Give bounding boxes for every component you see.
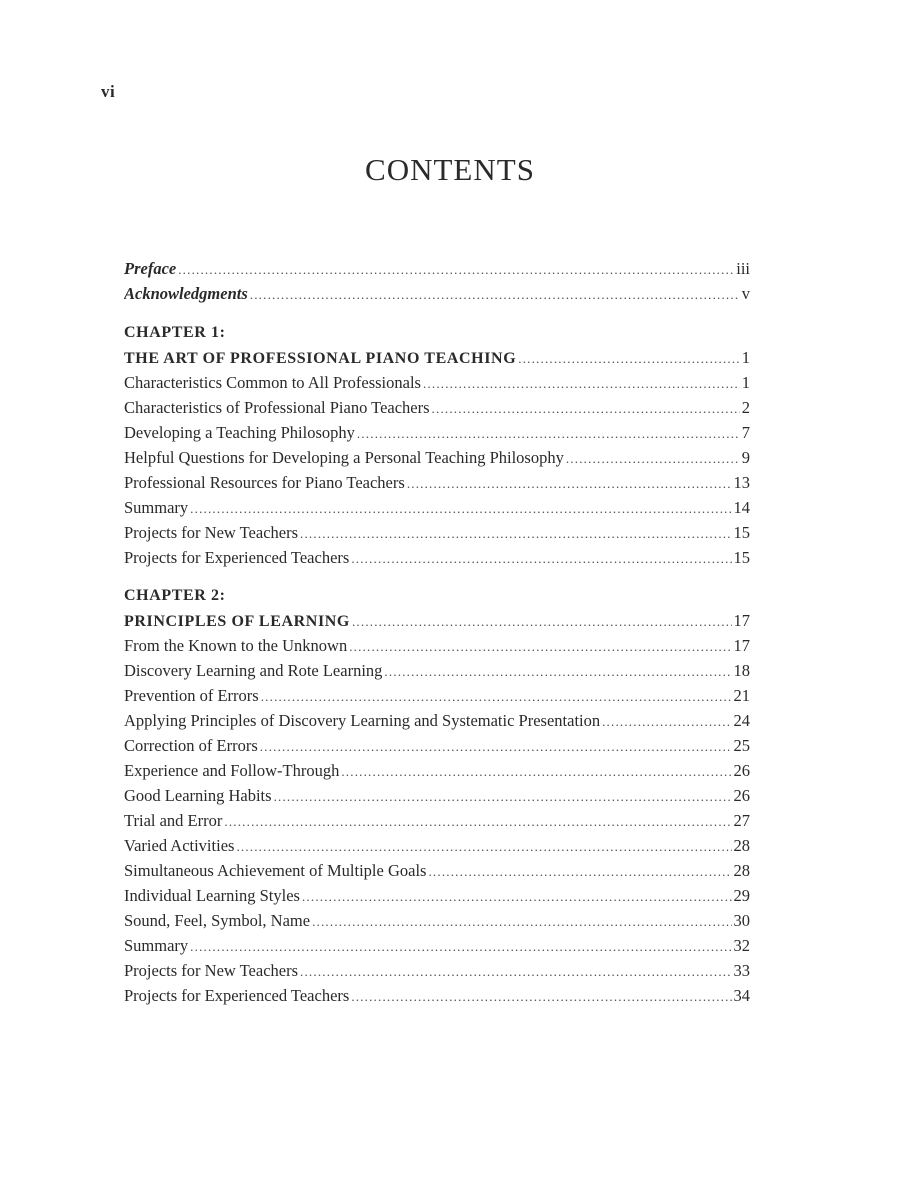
- dot-leader: [300, 959, 731, 983]
- toc-entry[interactable]: [124, 808, 750, 833]
- table-of-contents: [124, 256, 750, 1008]
- toc-entry-label: Projects for New Teachers: [124, 961, 299, 980]
- dot-leader: [407, 471, 732, 495]
- toc-entry-page: 1: [741, 373, 750, 392]
- toc-entry[interactable]: [124, 883, 750, 908]
- toc-entry-label: Projects for Experienced Teachers: [124, 548, 350, 567]
- dot-leader: [260, 734, 732, 758]
- toc-entry-page: iii: [736, 259, 750, 278]
- toc-entry-page: 29: [733, 886, 750, 905]
- toc-entry-page: 26: [733, 761, 750, 780]
- toc-chapter-title[interactable]: [124, 345, 750, 370]
- toc-entry-page: 33: [733, 961, 750, 980]
- toc-entry[interactable]: [124, 495, 750, 520]
- toc-entry-label: Prevention of Errors: [124, 686, 259, 705]
- toc-entry[interactable]: [124, 733, 750, 758]
- chapter-heading: CHAPTER 1:: [124, 324, 226, 341]
- toc-entry-page: 34: [733, 986, 750, 1005]
- chapter-heading: CHAPTER 2:: [124, 587, 226, 604]
- dot-leader: [518, 346, 740, 370]
- toc-entry-preface[interactable]: [124, 256, 750, 281]
- toc-entry-page: 28: [733, 836, 750, 855]
- chapter-entries: [124, 370, 750, 570]
- toc-entry[interactable]: [124, 520, 750, 545]
- toc-entry-label: THE ART OF PROFESSIONAL PIANO TEACHING: [124, 350, 517, 367]
- toc-entry[interactable]: [124, 445, 750, 470]
- toc-entry[interactable]: [124, 908, 750, 933]
- toc-entry-page: 25: [733, 736, 750, 755]
- toc-entry-label: Projects for New Teachers: [124, 523, 299, 542]
- dot-leader: [351, 546, 731, 570]
- dot-leader: [274, 784, 732, 808]
- section-gap: [124, 570, 750, 583]
- dot-leader: [312, 909, 731, 933]
- toc-chapter-title[interactable]: [124, 608, 750, 633]
- dot-leader: [250, 282, 740, 306]
- toc-entry-page: 1: [741, 348, 750, 367]
- toc-entry-page: 26: [733, 786, 750, 805]
- dot-leader: [302, 884, 732, 908]
- dot-leader: [602, 709, 731, 733]
- toc-entry-label: Preface: [124, 259, 177, 278]
- toc-entry-label: Professional Resources for Piano Teachers: [124, 473, 405, 492]
- toc-entry-label: Acknowledgments: [124, 284, 248, 303]
- dot-leader: [224, 809, 731, 833]
- toc-entry-page: 15: [733, 548, 750, 567]
- toc-entry-page: 15: [733, 523, 750, 542]
- toc-entry-acknowledgments[interactable]: [124, 281, 750, 306]
- toc-entry-page: 30: [733, 911, 750, 930]
- toc-entry-label: From the Known to the Unknown: [124, 636, 348, 655]
- toc-entry-label: Characteristics of Professional Piano Teachers: [124, 398, 430, 417]
- toc-entry-page: 24: [733, 711, 750, 730]
- dot-leader: [300, 521, 731, 545]
- toc-entry-label: Developing a Teaching Philosophy: [124, 423, 355, 442]
- dot-leader: [190, 934, 731, 958]
- page-number: vi: [101, 82, 116, 101]
- dot-leader: [178, 257, 734, 281]
- toc-entry[interactable]: [124, 708, 750, 733]
- dot-leader: [566, 446, 740, 470]
- toc-entry-label: Applying Principles of Discovery Learning and Systematic Presentation: [124, 711, 601, 730]
- toc-entry[interactable]: [124, 545, 750, 570]
- dot-leader: [384, 659, 731, 683]
- dot-leader: [351, 984, 731, 1008]
- dot-leader: [428, 859, 731, 883]
- dot-leader: [357, 421, 740, 445]
- toc-entry[interactable]: [124, 470, 750, 495]
- toc-entry-page: 21: [733, 686, 750, 705]
- chapter-entries: [124, 633, 750, 1008]
- toc-entry-label: Summary: [124, 498, 189, 517]
- toc-entry-label: Correction of Errors: [124, 736, 258, 755]
- toc-entry[interactable]: [124, 858, 750, 883]
- dot-leader: [190, 496, 731, 520]
- dot-leader: [349, 634, 731, 658]
- toc-entry[interactable]: [124, 395, 750, 420]
- toc-entry-page: 2: [741, 398, 750, 417]
- dot-leader: [261, 684, 732, 708]
- toc-entry-page: 14: [733, 498, 750, 517]
- toc-entry-label: Good Learning Habits: [124, 786, 272, 805]
- dot-leader: [352, 609, 732, 633]
- toc-entry-label: Varied Activities: [124, 836, 235, 855]
- toc-entry[interactable]: [124, 983, 750, 1008]
- dot-leader: [341, 759, 731, 783]
- toc-entry-page: 28: [733, 861, 750, 880]
- toc-entry[interactable]: [124, 683, 750, 708]
- toc-entry-label: Summary: [124, 936, 189, 955]
- dot-leader: [432, 396, 740, 420]
- toc-entry-page: 32: [733, 936, 750, 955]
- toc-entry-page: 9: [741, 448, 750, 467]
- dot-leader: [236, 834, 731, 858]
- toc-entry[interactable]: [124, 370, 750, 395]
- toc-entry[interactable]: [124, 783, 750, 808]
- toc-entry-page: 13: [733, 473, 750, 492]
- toc-entry-label: Trial and Error: [124, 811, 223, 830]
- toc-entry-label: PRINCIPLES OF LEARNING: [124, 613, 350, 630]
- toc-entry[interactable]: [124, 420, 750, 445]
- toc-entry-page: 27: [733, 811, 750, 830]
- toc-entry-page: 7: [741, 423, 750, 442]
- toc-entry-page: 18: [733, 661, 750, 680]
- dot-leader: [423, 371, 740, 395]
- toc-entry[interactable]: [124, 958, 750, 983]
- toc-entry[interactable]: [124, 658, 750, 683]
- toc-entry-label: Simultaneous Achievement of Multiple Goals: [124, 861, 427, 880]
- toc-entry-label: Discovery Learning and Rote Learning: [124, 661, 383, 680]
- toc-entry-label: Projects for Experienced Teachers: [124, 986, 350, 1005]
- toc-entry-label: Experience and Follow-Through: [124, 761, 340, 780]
- toc-entry[interactable]: [124, 933, 750, 958]
- toc-entry[interactable]: [124, 758, 750, 783]
- toc-entry-label: Individual Learning Styles: [124, 886, 300, 905]
- toc-entry-page: 17: [733, 636, 750, 655]
- toc-entry[interactable]: [124, 633, 750, 658]
- toc-entry-label: Characteristics Common to All Professionals: [124, 373, 421, 392]
- toc-entry[interactable]: [124, 833, 750, 858]
- page-title: CONTENTS: [365, 152, 535, 187]
- section-gap: [124, 306, 750, 320]
- toc-entry-label: Sound, Feel, Symbol, Name: [124, 911, 311, 930]
- toc-entry-label: Helpful Questions for Developing a Personal Teaching Philosophy: [124, 448, 564, 467]
- toc-entry-page: 17: [733, 611, 750, 630]
- toc-entry-page: v: [741, 284, 750, 303]
